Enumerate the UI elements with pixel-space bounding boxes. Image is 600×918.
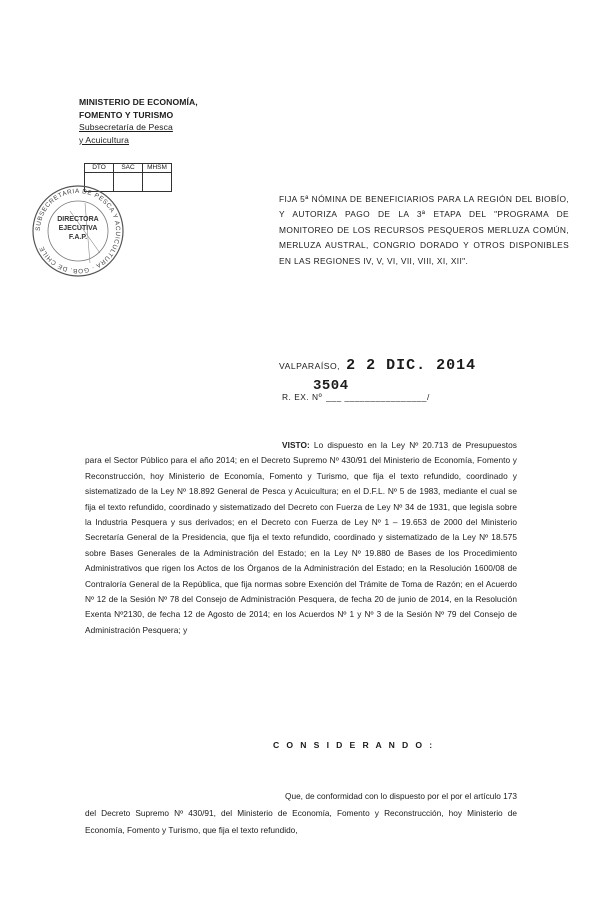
visto-paragraph [85,438,517,638]
ministry-name-line2: FOMENTO Y TURISMO [79,109,174,120]
seal-line3: F.A.P. [68,234,88,241]
resolution-number-line [282,378,430,402]
resolution-label: R. EX. Nº [282,392,323,402]
considerando-paragraph: Que, de conformidad con lo dispuesto por el por el artículo 173 del Decreto Supremo Nº 430/91, del Ministerio de Economía, Fomento y Reconstrucción, hoy Ministerio de Economía, Fomento y Turismo, que fija el texto refundido, [85,791,517,836]
stamp-header-dto: DTO [85,164,114,173]
stamp-header-mhsm: MHSM [143,164,172,173]
seal-line2: EJECUTIVA [58,225,98,232]
ministry-name-line1: MINISTERIO DE ECONOMÍA, [79,97,198,107]
resolution-number: 3504 [313,378,349,394]
resolution-summary: FIJA 5ª NÓMINA DE BENEFICIARIOS PARA LA REGIÓN DEL BIOBÍO, Y AUTORIZA PAGO DE LA 3ª ETAPA DEL "PROGRAMA DE MONITOREO DE LOS RECURSOS PESQUEROS MERLUZA COMÚN, MERLUZA AUSTRAL, CONGRIO DORADO Y OTROS DISPONIBLES EN LAS REGIONES IV, V, VI, VII, VIII, XI, XII". [279,194,569,266]
date-stamp: 2 2 DIC. 2014 [346,357,477,374]
seal-ring-text: SUBSECRETARIA DE PESCA Y ACUICULTURA · GOB. DE CHILE [34,187,122,275]
subsecretaria-line1: Subsecretaría de Pesca [79,122,173,132]
visto-label: VISTO: [282,440,310,450]
subsecretaria-line2: y Acuicultura [79,134,130,145]
visto-text: Lo dispuesto en la Ley Nº 20.713 de Presupuestos para el Sector Público para el año 2014; en el Decreto Supremo Nº 430/91 del Ministerio de Economía, Fomento y Reconstrucción, hoy Ministerio de Economía, Fomento y Turismo, que fija el texto refundido, coordinado y sistematizado de la Ley Nº 18.892 General de Pesca y Acuicultura; en el D.F.L. Nº 5 de 1983, mediante el cual se fija el texto refundido, coordinado y sistematizado del Decreto con Fuerza de Ley Nº 34 de 1931, que legisla sobre la Industria Pesquera y sus derivados; en el Decreto con Fuerza de Ley Nº 1 – 19.653 de 2000 del Ministerio Secretaría General de la Presidencia, que fija el texto refundido, coordinado y sistematizado de la Ley Nº 18.575 sobre Bases Generales de la Administración del Estado; en la Ley Nº 19.880 de Bases de los Procedimiento Administrativos que rigen los Actos de los Órganos de la Administración del Estado; en la Resolución 1600/08 de Contraloría General de la República, que fija normas sobre Exención del Trámite de Toma de Razón; en el Acuerdo Nº 12 de la Sesión Nº 78 del Consejo de Administración Pesquera, de fecha 20 de junio de 2014, en la Resolución Exenta Nº2130, de fecha 12 de Agosto de 2014; en los Acuerdos Nº 1 y Nº 3 de la Sesión Nº 79 del Consejo de Administración Pesquera; y [85,440,517,635]
date-place: VALPARAÍSO, [279,361,341,371]
resolution-underline: ___ ________________/ [326,392,430,402]
seal-center-text [44,215,112,242]
stamp-header-sac: SAC [114,164,143,173]
considerando-heading: C O N S I D E R A N D O : [273,740,435,750]
seal-line1: DIRECTORA [57,216,99,223]
date-line [279,357,476,374]
ministry-header [79,96,239,146]
stamp-initials-cell [143,173,172,192]
